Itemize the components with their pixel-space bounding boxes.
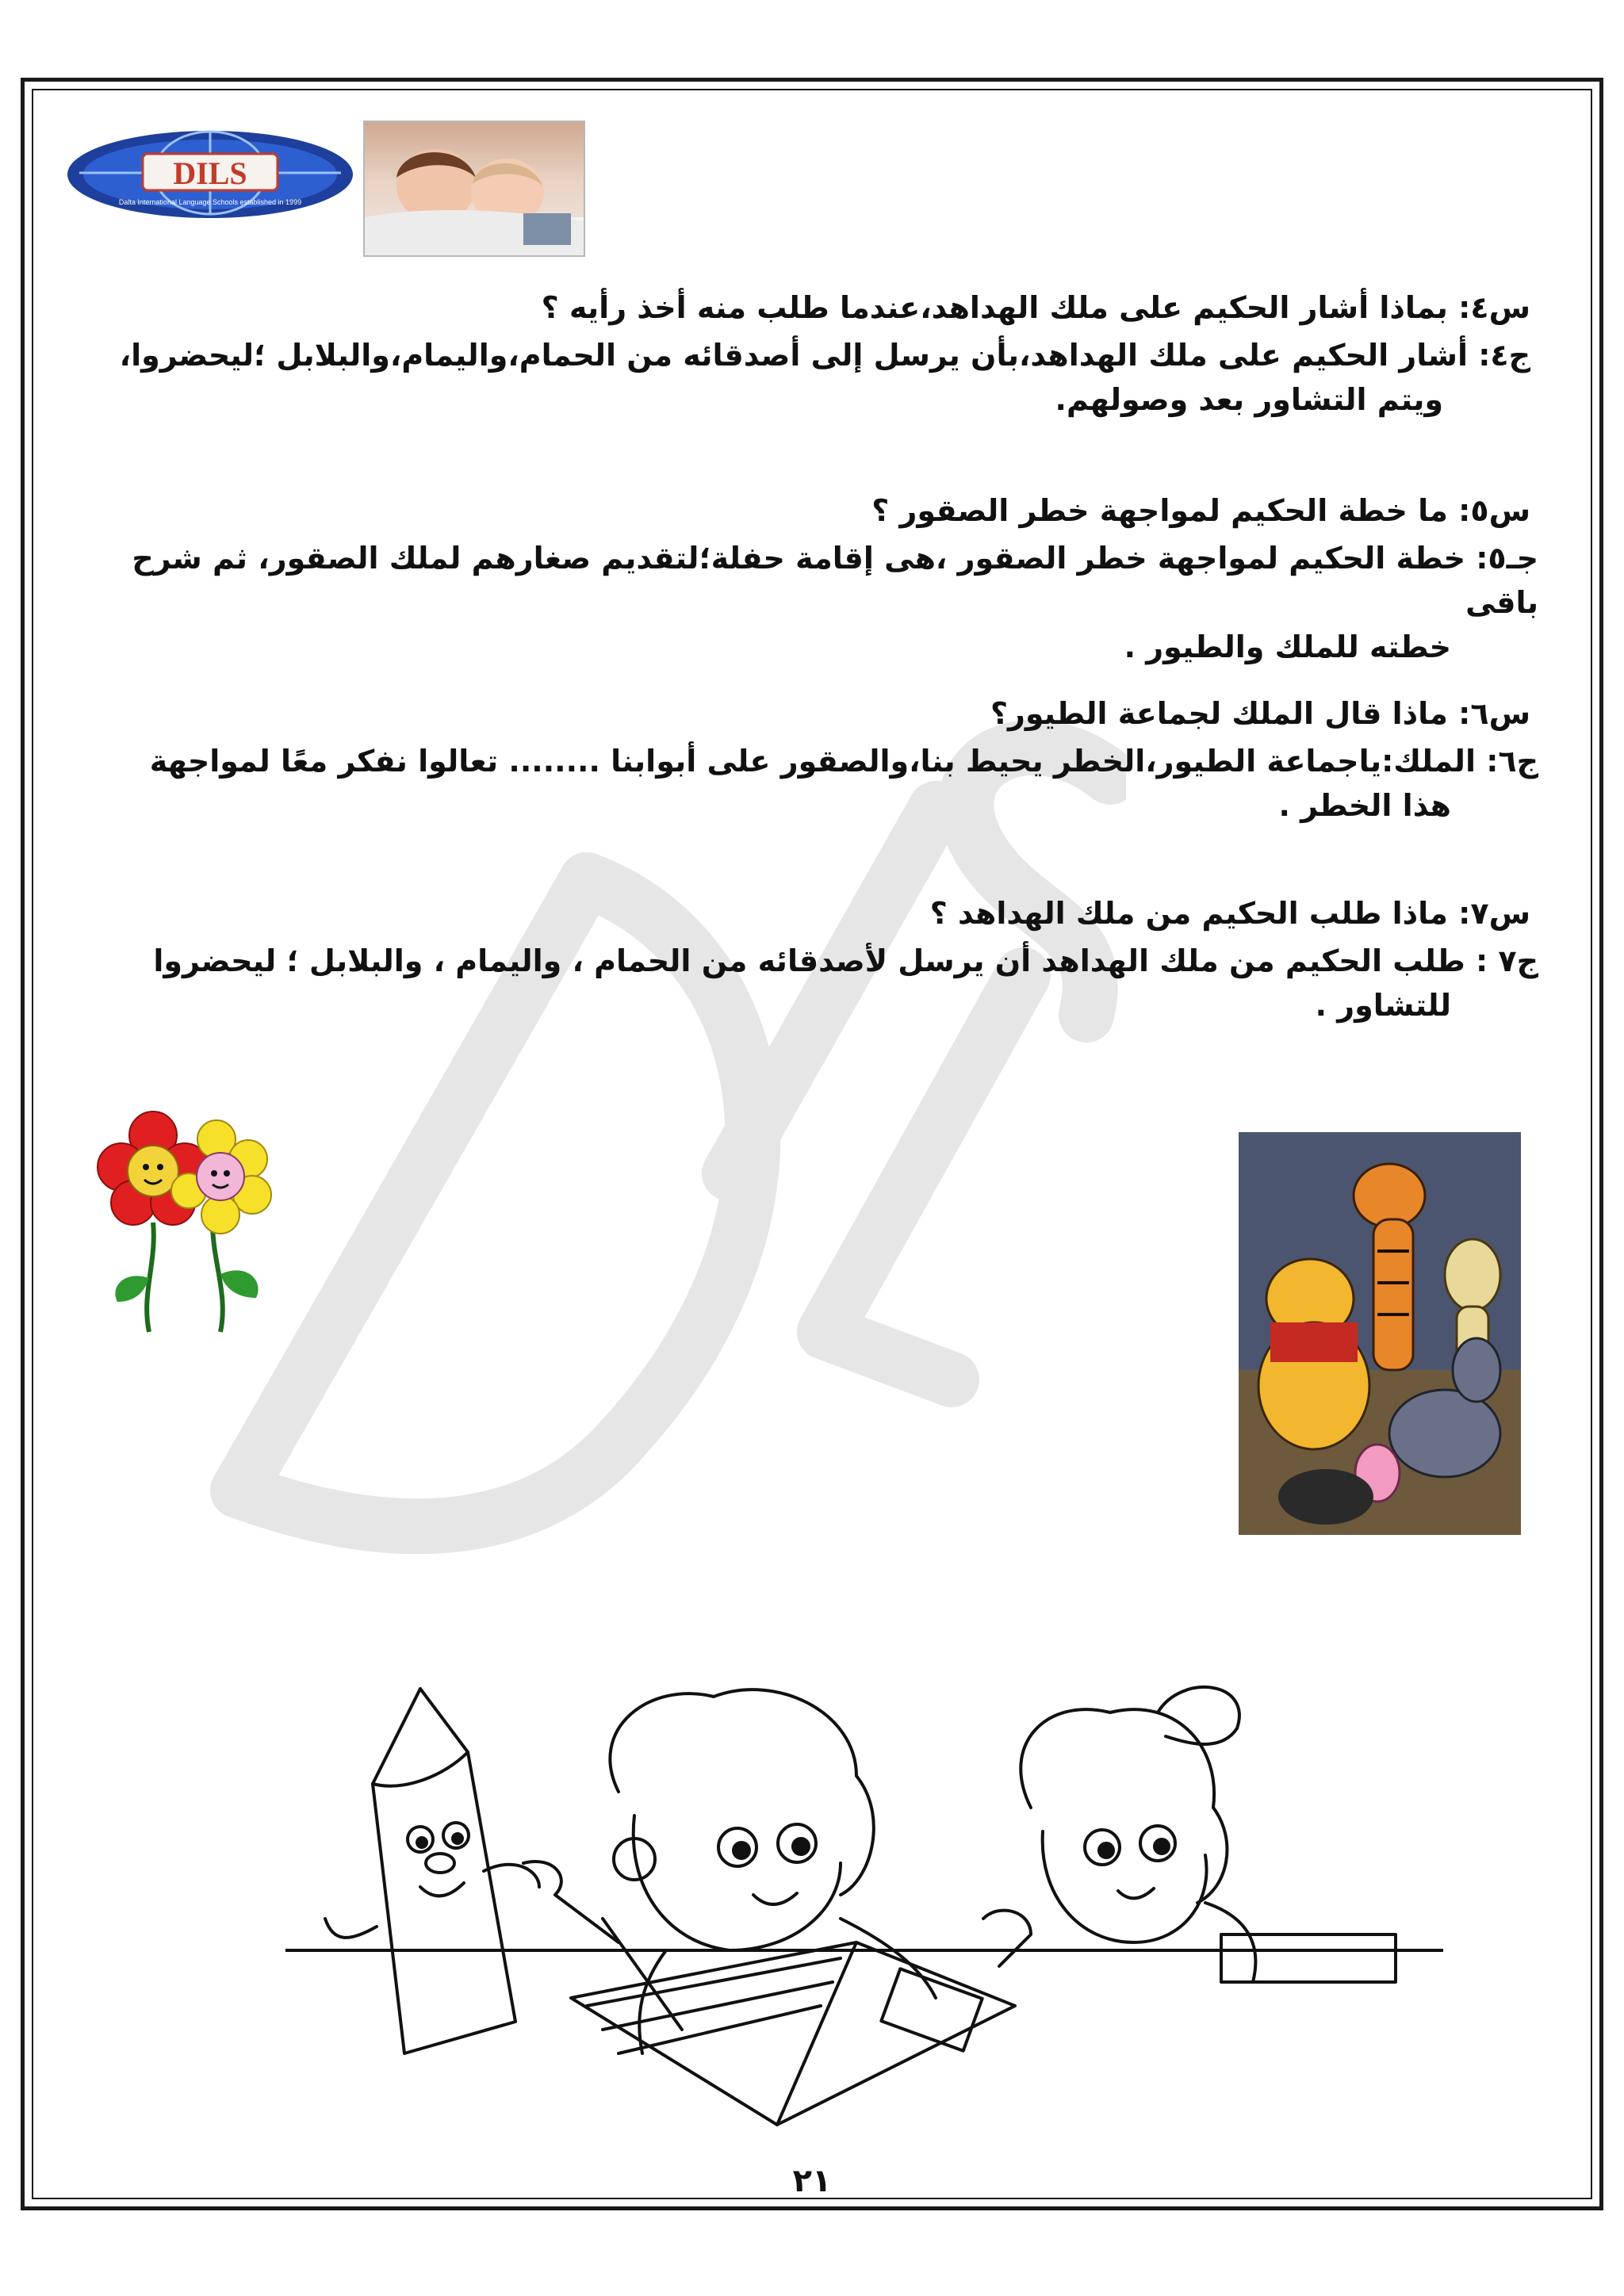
answer-5-line-2: خطته للملك والطيور . bbox=[1124, 629, 1451, 664]
logo-tagline: Dalta International Language Schools established in 1999 bbox=[118, 198, 302, 206]
answer-4 bbox=[87, 333, 1530, 422]
question-4: س٤: بماذا أشار الحكيم على ملك الهداهد،عندما طلب منه أخذ رأيه ؟ bbox=[541, 290, 1530, 325]
sleeping-babies-photo bbox=[363, 121, 585, 257]
answer-6-line-2: هذا الخطر . bbox=[1278, 788, 1451, 823]
question-5: س٥: ما خطة الحكيم لمواجهة خطر الصقور ؟ bbox=[871, 493, 1530, 528]
answer-4-line-2: ويتم التشاور بعد وصولهم. bbox=[1055, 382, 1443, 417]
flowers-illustration bbox=[94, 1104, 284, 1335]
question-7: س٧: ماذا طلب الحكيم من ملك الهداهد ؟ bbox=[929, 896, 1530, 931]
answer-6-line-1: ج٦: الملك:ياجماعة الطيور،الخطر يحيط بنا،والصقور على أبوابنا ........ تعالوا نفكر معًا لمواجهة bbox=[149, 744, 1538, 779]
answer-4-line-1: ج٤: أشار الحكيم على ملك الهداهد،بأن يرسل إلى أصدقائه من الحمام،واليمام،والبلابل ؛ليحضروا، bbox=[119, 338, 1530, 373]
question-6: س٦: ماذا قال الملك لجماعة الطيور؟ bbox=[990, 696, 1530, 731]
winnie-the-pooh-picture bbox=[1239, 1132, 1521, 1535]
answer-6 bbox=[95, 739, 1538, 828]
answer-7-line-2: للتشاور . bbox=[1315, 988, 1451, 1023]
children-reading-illustration bbox=[285, 1681, 1443, 2133]
answer-7-line-1: ج٧ : طلب الحكيم من ملك الهداهد أن يرسل لأصدقائه من الحمام ، واليمام ، والبلابل ؛ ليحضروا bbox=[153, 943, 1538, 978]
logo-text: DILS bbox=[173, 155, 247, 191]
answer-5 bbox=[71, 536, 1538, 669]
page-number: ٢١ bbox=[792, 2163, 832, 2199]
answer-5-line-1: جـ٥: خطة الحكيم لمواجهة خطر الصقور ،هى إقامة حفلة؛لتقديم صغارهم لملك الصقور، ثم شرح باقى bbox=[132, 541, 1538, 620]
answer-7 bbox=[95, 939, 1538, 1027]
dils-logo bbox=[63, 127, 357, 222]
